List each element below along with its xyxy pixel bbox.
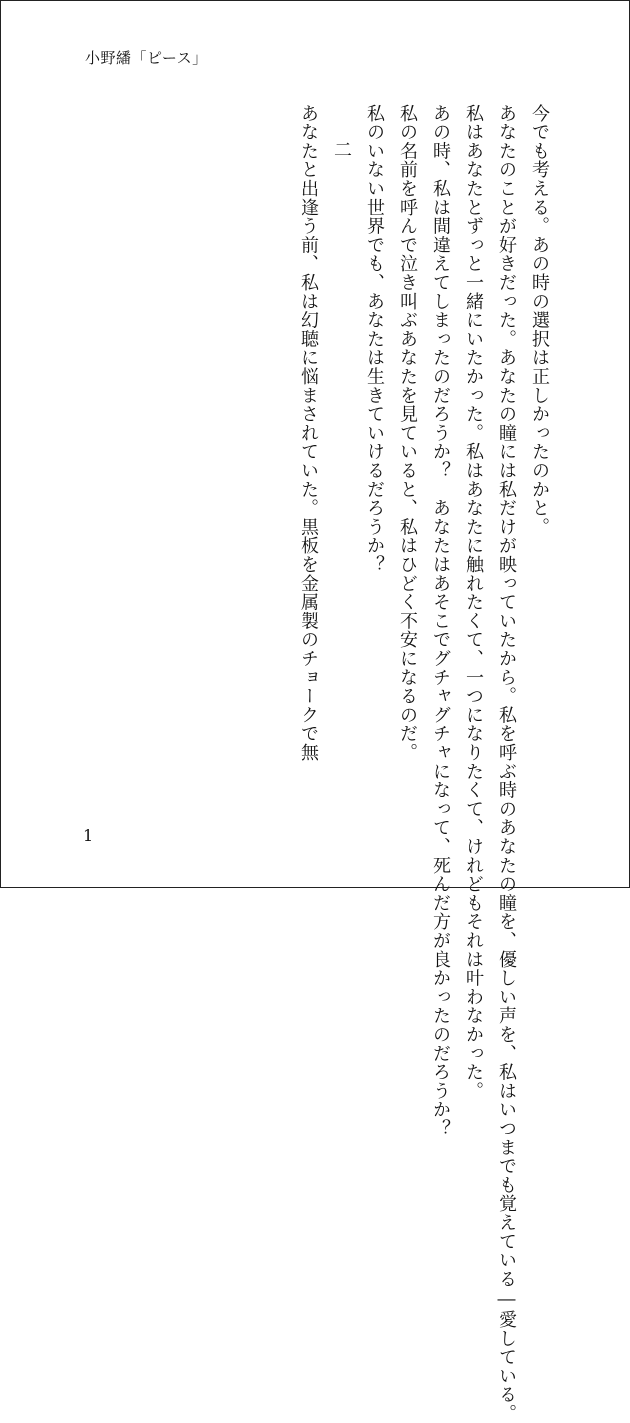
running-header: 小野繙「ピース」 [85, 49, 208, 67]
paragraph: 私の名前を呼んで泣き叫ぶあなたを見ていると、私はひどく不安になるのだ。 [397, 104, 418, 762]
paragraph: 私はあなたとずっと一緒にいたかった。私はあなたに触れたくて、一つになりたくて、けれどもそれは叶わなかった。 [463, 104, 484, 1101]
vertical-body-text [292, 104, 556, 1423]
paragraph: あなたと出逢う前、私は幻聴に悩まされていた。黒板を金属製のチョークで無 [298, 104, 319, 762]
paragraph: あの時、私は間違えてしまったのだろうか？ あなたはあそこでグチャグチャになって、死んだ方が良かったのだろうか？ [430, 104, 451, 1138]
page-number: 1 [83, 826, 94, 845]
paragraph: 今でも考える。あの時の選択は正しかったのかと。 [529, 104, 550, 537]
paragraph: あなたのことが好きだった。あなたの瞳には私だけが映っていたから。私を呼ぶ時のあなたの瞳を、優しい声を、私はいつまでも覚えている―愛している。 [496, 104, 517, 1423]
chapter-heading: 二 [331, 140, 352, 159]
paragraph: 私のいない世界でも、あなたは生きていけるだろうか？ [364, 104, 385, 574]
